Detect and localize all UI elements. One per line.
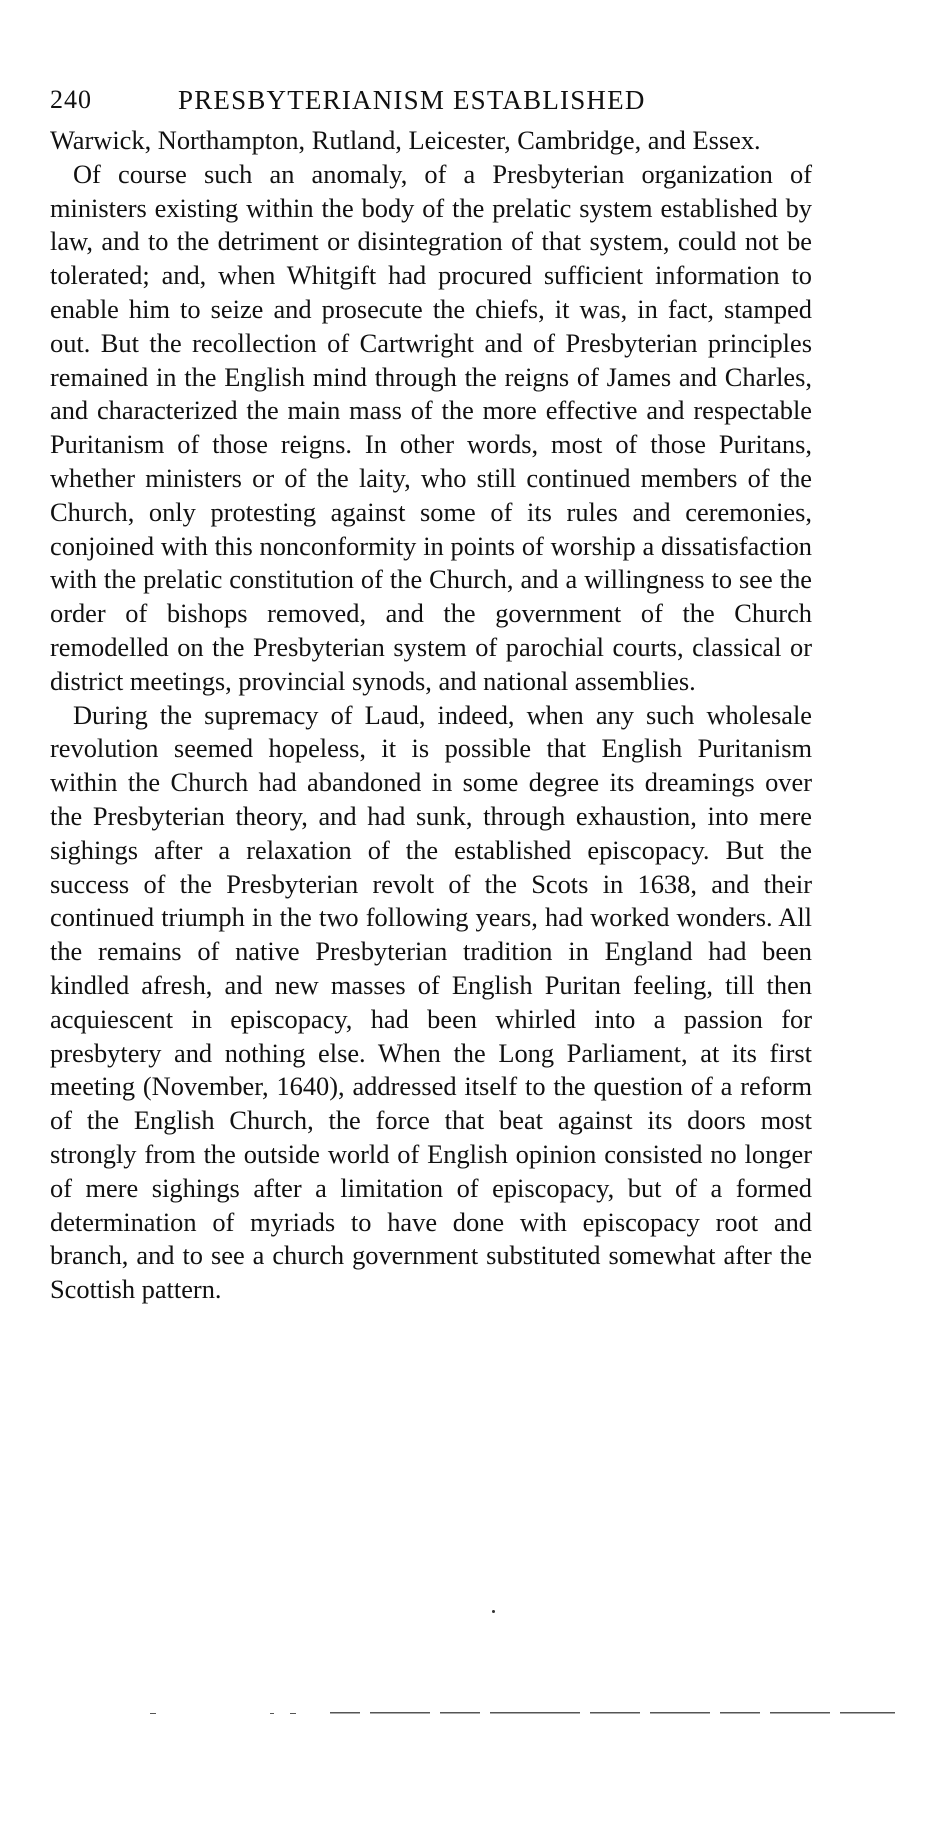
paragraph-continued: Warwick, Northampton, Rutland, Leicester, Cambridge, and Essex. (50, 125, 761, 155)
scan-artifact-footer (150, 1708, 900, 1718)
book-page (50, 78, 812, 1307)
page-number: 240 (50, 85, 92, 114)
running-title: PRESBYTERIANISM ESTABLISHED (178, 85, 646, 115)
running-head (50, 78, 812, 122)
body-text (50, 124, 812, 1307)
paragraph-laud: During the supremacy of Laud, indeed, when any such wholesale revolution seemed hopeless, it is possible that English Puritanism within the Church had abandoned in some degree its dreamings over the Presbyterian theory, and had sunk, through exhaustion, into mere sighings after a relaxation of the established episcopacy. But the success of the Presbyterian revolt of the Scots in 1638, and their continued triumph in the two following years, had worked wonders. All the remains of native Presbyterian tradition in England had been kindled afresh, and new masses of English Puritan feeling, till then acquiescent in episcopacy, had been whirled into a passion for presbytery and nothing else. When the Long Parliament, at its first meeting (November, 1640), addressed itself to the question of a reform of the English Church, the force that beat against its doors most strongly from the outside world of English opinion consisted no longer of mere sighings after a limitation of episcopacy, but of a formed determination of myriads to have done with episcopacy root and branch, and to see a church government substituted somewhat after the Scottish pattern. (50, 699, 812, 1305)
print-speck (492, 1610, 495, 1613)
paragraph-whitgift: Of course such an anomaly, of a Presbyterian organization of ministers existing within the body of the prelatic system established by law, and to the detriment or disintegration of that system, could not be tolerated; and, when Whitgift had procured sufficient information to enable him to seize and prosecute the chiefs, it was, in fact, stamped out. But the recollection of Cartwright and of Presbyterian principles remained in the English mind through the reigns of James and Charles, and characterized the main mass of the more effective and respectable Puritanism of those reigns. In other words, most of those Puritans, whether ministers or of the laity, who still continued members of the Church, only protesting against some of its rules and ceremonies, conjoined with this nonconformity in points of worship a dissatisfaction with the prelatic constitution of the Church, and a willingness to see the order of bishops removed, and the government of the Church remodelled on the Presbyterian system of parochial courts, classical or district meetings, provincial synods, and national assemblies. (50, 158, 812, 696)
